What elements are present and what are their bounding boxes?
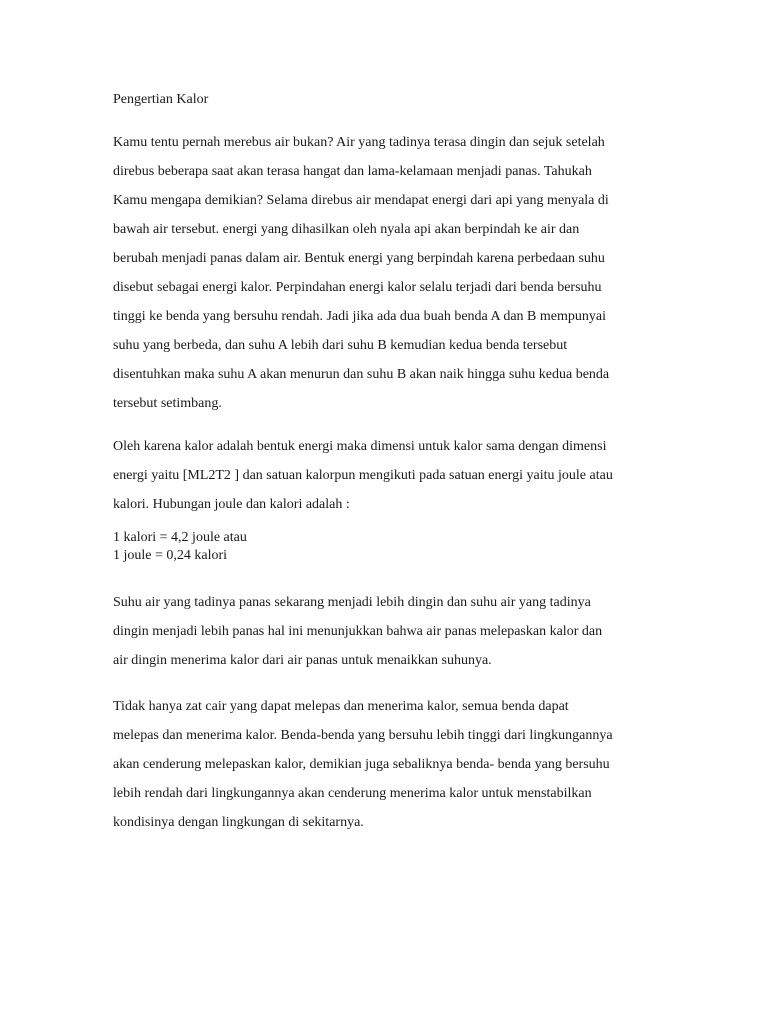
text-line: kondisinya dengan lingkungan di sekitarnya.	[113, 815, 364, 830]
text-line: melepas dan menerima kalor. Benda-benda yang bersuhu lebih tinggi dari lingkungannya	[113, 728, 613, 743]
text-line: tersebut setimbang.	[113, 396, 222, 411]
text-line: disentuhkan maka suhu A akan menurun dan suhu B akan naik hingga suhu kedua benda	[113, 367, 610, 382]
text-line: 1 kalori = 4,2 joule atau	[113, 530, 247, 545]
text-line: akan cenderung melepaskan kalor, demikian juga sebaliknya benda- benda yang bersuhu	[113, 757, 610, 772]
text-line: Suhu air yang tadinya panas sekarang menjadi lebih dingin dan suhu air yang tadinya	[113, 595, 591, 610]
text-line: disebut sebagai energi kalor. Perpindahan energi kalor selalu terjadi dari benda bersuhu	[113, 280, 602, 295]
text-line: air dingin menerima kalor dari air panas untuk menaikkan suhunya.	[113, 653, 492, 668]
text-line: dingin menjadi lebih panas hal ini menunjukkan bahwa air panas melepaskan kalor dan	[113, 624, 603, 639]
text-line: direbus beberapa saat akan terasa hangat dan lama-kelamaan menjadi panas. Tahukah	[113, 164, 592, 179]
text-line: 1 joule = 0,24 kalori	[113, 548, 228, 563]
paragraph-definition	[113, 133, 609, 423]
text-line: kalori. Hubungan joule dan kalori adalah :	[113, 497, 350, 512]
text-line: Kamu tentu pernah merebus air bukan? Air yang tadinya terasa dingin dan sejuk setelah	[113, 135, 605, 150]
text-line: lebih rendah dari lingkungannya akan cenderung menerima kalor untuk menstabilkan	[113, 786, 592, 801]
text-line: tinggi ke benda yang bersuhu rendah. Jadi jika ada dua buah benda A dan B mempunyai	[113, 309, 606, 324]
paragraph-heat-transfer	[113, 593, 602, 680]
text-line: berubah menjadi panas dalam air. Bentuk energi yang berpindah karena perbedaan suhu	[113, 251, 605, 266]
paragraph-conversion	[113, 529, 247, 565]
text-line: energi yaitu [ML2T2 ] dan satuan kalorpun mengikuti pada satuan energi yaitu joule atau	[113, 468, 613, 483]
document-title: Pengertian Kalor	[113, 92, 209, 107]
paragraph-dimension	[113, 437, 613, 524]
text-line: Tidak hanya zat cair yang dapat melepas dan menerima kalor, semua benda dapat	[113, 699, 569, 714]
text-line: Kamu mengapa demikian? Selama direbus air mendapat energi dari api yang menyala di	[113, 193, 609, 208]
text-line: bawah air tersebut. energi yang dihasilkan oleh nyala api akan berpindah ke air dan	[113, 222, 580, 237]
text-line: suhu yang berbeda, dan suhu A lebih dari suhu B kemudian kedua benda tersebut	[113, 338, 568, 353]
paragraph-all-objects	[113, 697, 613, 842]
text-line: Oleh karena kalor adalah bentuk energi maka dimensi untuk kalor sama dengan dimensi	[113, 439, 607, 454]
